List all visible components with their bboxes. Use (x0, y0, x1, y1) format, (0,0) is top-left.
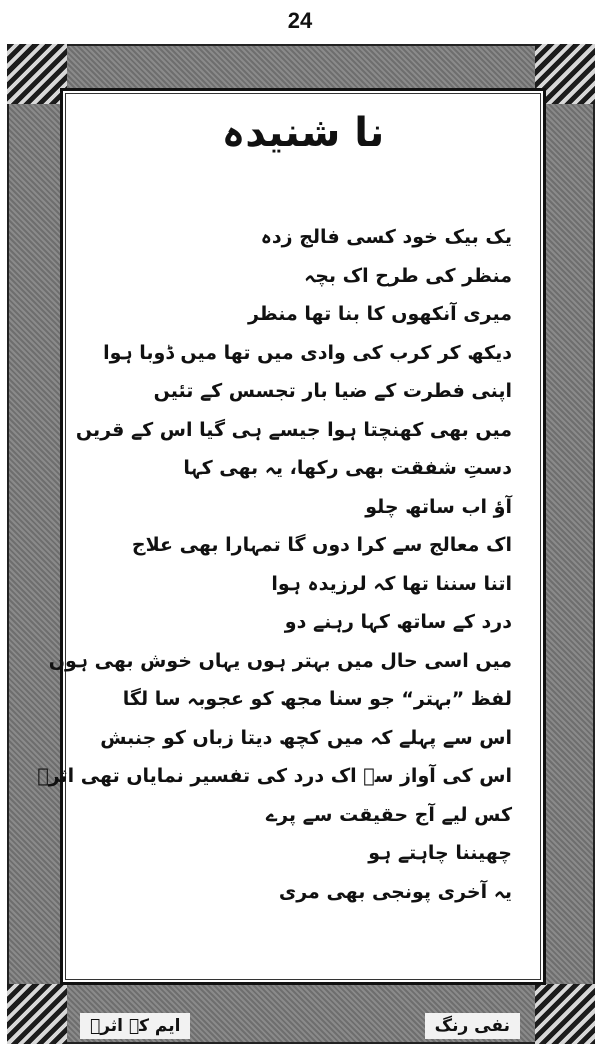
frame-corner-ornament (7, 44, 67, 104)
page-number: 24 (287, 8, 313, 33)
footer-book-title: نفی رنگ (425, 1013, 520, 1039)
poem-line: یہ آخری پونجی بھی مری (278, 880, 512, 903)
poem-line: دستِ شفقت بھی رکھا، یہ بھی کہا (183, 457, 512, 479)
poem-line: چھیننا چاہتے ہو (368, 842, 512, 864)
frame-corner-ornament (7, 984, 67, 1044)
poem-line: میں بھی کھنچتا ہوا جیسے ہی گیا اس کے قریں (75, 418, 512, 441)
poem-title: نا شنیدہ (221, 110, 385, 156)
poem-body (37, 218, 512, 911)
footer-author: ایم کے اثرؔ (80, 1013, 190, 1039)
poem-line: کس لیے آج حقیقت سے پرے (265, 803, 512, 826)
poem-line: دیکھ کر کرب کی وادی میں تھا میں ڈوبا ہوا (103, 341, 512, 364)
poem-line: اس کی آواز سے اک درد کی تفسیر نمایاں تھی اثرؔ (37, 765, 512, 787)
poem-line: اس سے پہلے کہ میں کچھ دیتا زباں کو جنبش (100, 726, 512, 749)
poem-line: یک بیک خود کسی فالج زدہ (260, 226, 512, 248)
poem-line: منظر کی طرح اک بچہ (304, 264, 512, 287)
poem-line: میں اسی حال میں بہتر ہوں یہاں خوش بھی ہوں (48, 649, 512, 672)
poem-line: لفظ ”بہتر“ جو سنا مجھ کو عجوبہ سا لگا (122, 688, 512, 710)
poem-line: اتنا سننا تھا کہ لرزیدہ ہوا (271, 572, 512, 595)
poem-line: آؤ اب ساتھ چلو (365, 495, 512, 518)
poem-line: اپنی فطرت کے ضیا بار تجسس کے تئیں (153, 380, 512, 402)
poem-line: درد کے ساتھ کہا رہنے دو (284, 611, 512, 633)
frame-corner-ornament (535, 984, 595, 1044)
poem-line: میری آنکھوں کا بنا تھا منظر (247, 303, 512, 325)
poem-line: اک معالج سے کرا دوں گا تمہارا بھی علاج (131, 534, 512, 556)
